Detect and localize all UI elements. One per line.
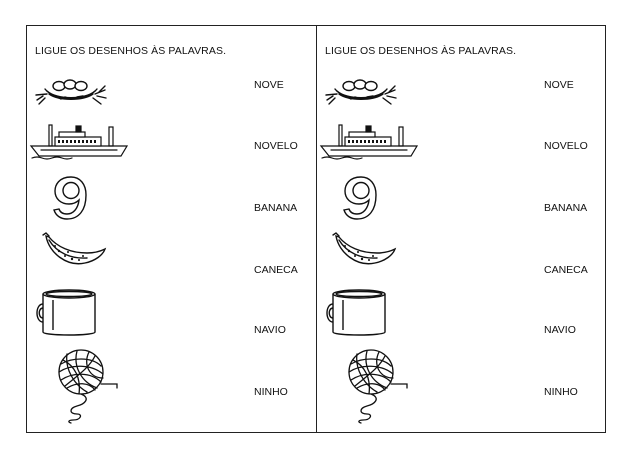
- word-ninho: NINHO: [254, 386, 288, 398]
- word-nove: NOVE: [254, 79, 284, 91]
- banana-picture: [37, 231, 107, 271]
- worksheet: [26, 25, 606, 433]
- number-nine-picture: [343, 175, 379, 221]
- worksheet-instructions: LIGUE OS DESENHOS ÀS PALAVRAS.: [325, 45, 517, 57]
- word-novelo: NOVELO: [544, 140, 588, 152]
- ball-of-yarn-picture: [51, 348, 123, 424]
- word-banana: BANANA: [544, 202, 588, 214]
- mug-picture: [331, 288, 389, 338]
- ship-picture: [29, 122, 129, 162]
- word-nove: NOVE: [544, 79, 574, 91]
- word-banana: BANANA: [254, 202, 298, 214]
- word-ninho: NINHO: [544, 386, 578, 398]
- worksheet-instructions: LIGUE OS DESENHOS ÀS PALAVRAS.: [35, 45, 227, 57]
- nest-with-eggs-picture: [35, 76, 107, 106]
- number-nine-picture: [53, 175, 89, 221]
- ship-picture: [319, 122, 419, 162]
- word-caneca: CANECA: [544, 264, 588, 276]
- word-navio: NAVIO: [254, 324, 286, 336]
- mug-picture: [41, 288, 99, 338]
- nest-with-eggs-picture: [325, 76, 397, 106]
- word-caneca: CANECA: [254, 264, 298, 276]
- worksheet-panel-left: [27, 26, 316, 432]
- word-novelo: NOVELO: [254, 140, 298, 152]
- word-navio: NAVIO: [544, 324, 576, 336]
- ball-of-yarn-picture: [341, 348, 413, 424]
- worksheet-panel-right: [317, 26, 606, 432]
- banana-picture: [327, 231, 397, 271]
